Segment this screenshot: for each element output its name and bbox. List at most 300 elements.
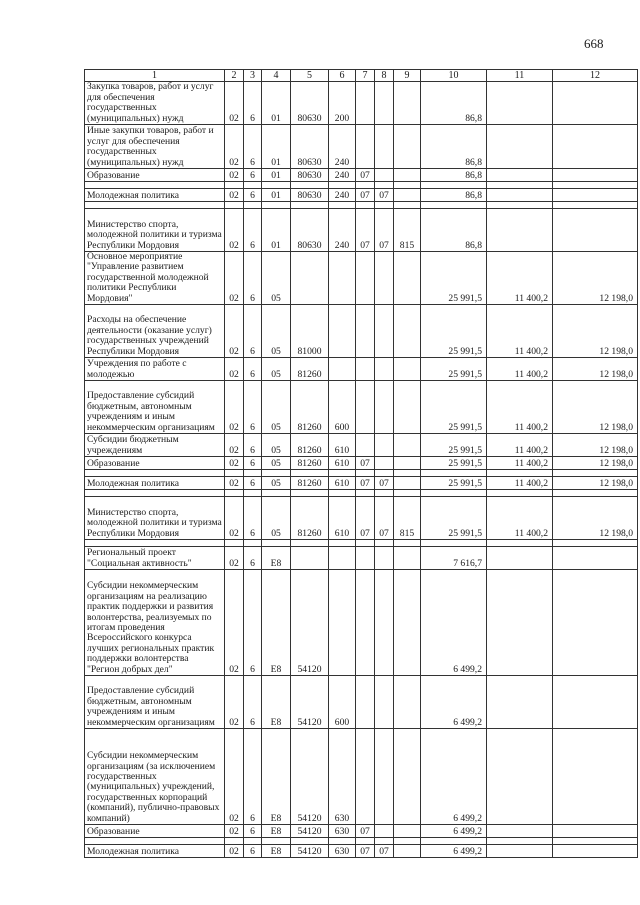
table-cell: 12 198,0: [553, 457, 638, 470]
table-cell: [553, 125, 638, 169]
table-cell: 02: [225, 457, 244, 470]
column-header: 6: [329, 70, 356, 82]
spacer-cell: [375, 470, 394, 477]
spacer-cell: [329, 540, 356, 547]
table-cell: 02: [225, 305, 244, 358]
table-cell: 25 991,5: [421, 457, 487, 470]
table-cell: 02: [225, 358, 244, 381]
table-cell: 6 499,2: [421, 676, 487, 729]
column-header: 5: [291, 70, 329, 82]
table-cell: 05: [262, 497, 291, 540]
table-cell: 80630: [291, 209, 329, 252]
table-cell: [394, 676, 421, 729]
table-cell: [553, 189, 638, 202]
table-row: [85, 82, 638, 125]
table-cell: 600: [329, 676, 356, 729]
row-label: Закупка товаров, работ и услуг для обеспечения государственных (муниципальных) нужд: [85, 82, 225, 125]
table-cell: 86,8: [421, 125, 487, 169]
table-cell: [394, 457, 421, 470]
table-cell: 11 400,2: [487, 252, 553, 305]
row-spacer: [85, 838, 638, 845]
table-cell: [487, 825, 553, 838]
table-row: [85, 570, 638, 676]
table-cell: E8: [262, 825, 291, 838]
column-header: 8: [375, 70, 394, 82]
spacer-cell: [262, 490, 291, 497]
table-row: [85, 434, 638, 457]
table-row: [85, 845, 638, 858]
spacer-cell: [553, 490, 638, 497]
spacer-cell: [421, 202, 487, 209]
table-cell: [394, 169, 421, 182]
spacer-cell: [553, 540, 638, 547]
table-cell: E8: [262, 676, 291, 729]
table-cell: [375, 729, 394, 825]
spacer-cell: [421, 182, 487, 189]
table-cell: 25 991,5: [421, 252, 487, 305]
table-cell: [394, 252, 421, 305]
table-cell: [329, 570, 356, 676]
table-row: [85, 825, 638, 838]
table-cell: 02: [225, 845, 244, 858]
table-cell: [356, 570, 375, 676]
table-cell: 7 616,7: [421, 547, 487, 570]
table-cell: 54120: [291, 676, 329, 729]
table-cell: 6: [244, 729, 262, 825]
table-cell: [356, 252, 375, 305]
column-header: 10: [421, 70, 487, 82]
table-cell: 86,8: [421, 209, 487, 252]
table-cell: 11 400,2: [487, 457, 553, 470]
table-cell: 12 198,0: [553, 381, 638, 434]
table-cell: [356, 82, 375, 125]
table-row: [85, 729, 638, 825]
table-cell: 07: [356, 457, 375, 470]
table-cell: [394, 477, 421, 490]
table-cell: 05: [262, 434, 291, 457]
table-cell: 815: [394, 209, 421, 252]
spacer-cell: [394, 838, 421, 845]
spacer-cell: [553, 202, 638, 209]
spacer-cell: [375, 838, 394, 845]
spacer-cell: [487, 540, 553, 547]
table-row: [85, 497, 638, 540]
table-cell: [487, 547, 553, 570]
table-cell: 6: [244, 434, 262, 457]
table-cell: 81260: [291, 497, 329, 540]
row-label: Основное мероприятие "Управление развитием государственной молодежной политики Республики Мордовия": [85, 252, 225, 305]
table-cell: 11 400,2: [487, 477, 553, 490]
table-cell: 05: [262, 477, 291, 490]
table-cell: 81000: [291, 305, 329, 358]
row-label: Предоставление субсидий бюджетным, автономным учреждениям и иным некоммерческим организациям: [85, 381, 225, 434]
table-cell: [329, 358, 356, 381]
table-cell: 240: [329, 125, 356, 169]
row-label: Образование: [85, 825, 225, 838]
table-cell: [394, 729, 421, 825]
table-cell: 25 991,5: [421, 305, 487, 358]
table-cell: [375, 547, 394, 570]
table-cell: 07: [356, 477, 375, 490]
table-body: [85, 82, 638, 858]
spacer-cell: [421, 490, 487, 497]
spacer-cell: [244, 540, 262, 547]
table-row: [85, 209, 638, 252]
table-row: [85, 252, 638, 305]
table-cell: 12 198,0: [553, 434, 638, 457]
table-cell: 02: [225, 676, 244, 729]
table-cell: 610: [329, 457, 356, 470]
table-cell: 25 991,5: [421, 497, 487, 540]
spacer-cell: [487, 470, 553, 477]
spacer-cell: [85, 540, 225, 547]
table-cell: [329, 547, 356, 570]
table-cell: [487, 169, 553, 182]
spacer-cell: [487, 202, 553, 209]
spacer-cell: [356, 202, 375, 209]
table-header-row: [85, 70, 638, 82]
spacer-cell: [291, 470, 329, 477]
spacer-cell: [356, 838, 375, 845]
table-cell: [375, 434, 394, 457]
table-cell: [329, 252, 356, 305]
table-cell: 6: [244, 209, 262, 252]
table-cell: [394, 82, 421, 125]
table-cell: [394, 381, 421, 434]
table-cell: [356, 125, 375, 169]
table-cell: [291, 252, 329, 305]
table-cell: [487, 729, 553, 825]
table-cell: 07: [356, 209, 375, 252]
spacer-cell: [225, 838, 244, 845]
table-cell: 11 400,2: [487, 358, 553, 381]
table-cell: 6: [244, 358, 262, 381]
table-cell: 6: [244, 457, 262, 470]
table-cell: [394, 189, 421, 202]
table-cell: [394, 845, 421, 858]
row-spacer: [85, 490, 638, 497]
table-cell: 6: [244, 570, 262, 676]
table-cell: 86,8: [421, 189, 487, 202]
column-header: 12: [553, 70, 638, 82]
table-cell: 07: [375, 209, 394, 252]
table-cell: 12 198,0: [553, 477, 638, 490]
table-cell: 07: [356, 497, 375, 540]
table-cell: [553, 209, 638, 252]
table-cell: 6: [244, 477, 262, 490]
spacer-cell: [262, 202, 291, 209]
table-cell: 25 991,5: [421, 477, 487, 490]
table-cell: 02: [225, 381, 244, 434]
table-cell: [356, 358, 375, 381]
table-cell: 02: [225, 169, 244, 182]
row-label: Министерство спорта, молодежной политики и туризма Республики Мордовия: [85, 497, 225, 540]
spacer-cell: [329, 470, 356, 477]
table-cell: [553, 547, 638, 570]
row-label: Иные закупки товаров, работ и услуг для обеспечения государственных (муниципальных) нужд: [85, 125, 225, 169]
column-header: 3: [244, 70, 262, 82]
table-row: [85, 457, 638, 470]
row-label: Расходы на обеспечение деятельности (оказание услуг) государственных учреждений Республики Мордовия: [85, 305, 225, 358]
table-cell: [553, 825, 638, 838]
table-cell: [394, 570, 421, 676]
table-cell: 02: [225, 189, 244, 202]
table-cell: 01: [262, 125, 291, 169]
table-cell: 02: [225, 209, 244, 252]
column-header: 4: [262, 70, 291, 82]
table-cell: [375, 252, 394, 305]
table-cell: 81260: [291, 457, 329, 470]
table-cell: [394, 434, 421, 457]
spacer-cell: [225, 490, 244, 497]
spacer-cell: [421, 838, 487, 845]
spacer-cell: [356, 470, 375, 477]
spacer-cell: [291, 540, 329, 547]
table-cell: 6: [244, 169, 262, 182]
page-number: 668: [584, 36, 604, 51]
table-cell: 6 499,2: [421, 729, 487, 825]
table-row: [85, 189, 638, 202]
table-cell: 6: [244, 381, 262, 434]
table-cell: 815: [394, 497, 421, 540]
table-row: [85, 169, 638, 182]
table-cell: 6: [244, 125, 262, 169]
spacer-cell: [356, 182, 375, 189]
spacer-cell: [262, 540, 291, 547]
table-cell: 54120: [291, 729, 329, 825]
table-cell: 25 991,5: [421, 434, 487, 457]
table-cell: 6: [244, 825, 262, 838]
row-label: Учреждения по работе с молодежью: [85, 358, 225, 381]
table-cell: [553, 845, 638, 858]
table-cell: [291, 547, 329, 570]
table-cell: 11 400,2: [487, 305, 553, 358]
table-row: [85, 547, 638, 570]
spacer-cell: [291, 182, 329, 189]
table-cell: 25 991,5: [421, 381, 487, 434]
table-cell: 80630: [291, 125, 329, 169]
table-cell: 81260: [291, 358, 329, 381]
row-label: Региональный проект "Социальная активность": [85, 547, 225, 570]
row-label: Субсидии некоммерческим организациям (за исключением государственных (муниципальных) учреждений, государственных корпораций (компаний), публично-правовых компаний): [85, 729, 225, 825]
table-cell: 02: [225, 82, 244, 125]
table-cell: 02: [225, 252, 244, 305]
table-cell: [553, 676, 638, 729]
table-cell: 81260: [291, 434, 329, 457]
spacer-cell: [291, 838, 329, 845]
table-cell: 6: [244, 845, 262, 858]
table-cell: 25 991,5: [421, 358, 487, 381]
table-cell: [553, 169, 638, 182]
table-cell: 610: [329, 497, 356, 540]
spacer-cell: [291, 490, 329, 497]
table-cell: [375, 305, 394, 358]
table-cell: 07: [375, 477, 394, 490]
row-label: Министерство спорта, молодежной политики и туризма Республики Мордовия: [85, 209, 225, 252]
spacer-cell: [262, 182, 291, 189]
table-cell: 630: [329, 845, 356, 858]
table-cell: 07: [375, 189, 394, 202]
spacer-cell: [244, 490, 262, 497]
table-cell: 6 499,2: [421, 570, 487, 676]
table-cell: 01: [262, 209, 291, 252]
row-label: Субсидии некоммерческим организациям на реализацию практик поддержки и развития волонтерства, реализуемых по итогам проведения Всероссийского конкурса лучших региональных практик поддержки волонтерства "Регион добрых дел": [85, 570, 225, 676]
spacer-cell: [553, 182, 638, 189]
table-cell: 6 499,2: [421, 845, 487, 858]
spacer-cell: [244, 202, 262, 209]
table-row: [85, 477, 638, 490]
table-cell: 02: [225, 825, 244, 838]
spacer-cell: [553, 470, 638, 477]
spacer-cell: [329, 838, 356, 845]
spacer-cell: [487, 182, 553, 189]
table-row: [85, 125, 638, 169]
budget-table: [84, 69, 638, 858]
table-cell: [356, 547, 375, 570]
table-cell: [375, 169, 394, 182]
spacer-cell: [375, 202, 394, 209]
table-cell: 05: [262, 358, 291, 381]
spacer-cell: [291, 202, 329, 209]
spacer-cell: [421, 470, 487, 477]
table-cell: 01: [262, 169, 291, 182]
spacer-cell: [262, 838, 291, 845]
spacer-cell: [375, 490, 394, 497]
table-cell: 07: [356, 169, 375, 182]
row-spacer: [85, 202, 638, 209]
table-cell: [356, 434, 375, 457]
table-cell: [487, 209, 553, 252]
table-cell: 11 400,2: [487, 497, 553, 540]
spacer-cell: [487, 490, 553, 497]
table-cell: [553, 729, 638, 825]
table-cell: 12 198,0: [553, 252, 638, 305]
table-cell: 6: [244, 252, 262, 305]
spacer-cell: [85, 490, 225, 497]
table-cell: 81260: [291, 381, 329, 434]
table-cell: 02: [225, 497, 244, 540]
table-cell: 11 400,2: [487, 381, 553, 434]
table-cell: [553, 82, 638, 125]
row-label: Молодежная политика: [85, 189, 225, 202]
row-spacer: [85, 540, 638, 547]
table-cell: 54120: [291, 845, 329, 858]
table-cell: 86,8: [421, 169, 487, 182]
table-cell: E8: [262, 547, 291, 570]
spacer-cell: [225, 202, 244, 209]
spacer-cell: [394, 202, 421, 209]
table-cell: [487, 570, 553, 676]
table-cell: 02: [225, 434, 244, 457]
table-cell: 6: [244, 497, 262, 540]
table-cell: [375, 457, 394, 470]
column-header: 9: [394, 70, 421, 82]
table-cell: 02: [225, 729, 244, 825]
table-row: [85, 381, 638, 434]
table-cell: [487, 125, 553, 169]
table-cell: 02: [225, 570, 244, 676]
table-cell: [356, 381, 375, 434]
table-cell: 01: [262, 189, 291, 202]
table-cell: 81260: [291, 477, 329, 490]
table-cell: E8: [262, 570, 291, 676]
table-cell: 02: [225, 477, 244, 490]
spacer-cell: [244, 470, 262, 477]
table-cell: [394, 547, 421, 570]
table-cell: [394, 825, 421, 838]
spacer-cell: [375, 540, 394, 547]
spacer-cell: [356, 490, 375, 497]
table-cell: 240: [329, 169, 356, 182]
table-cell: 6 499,2: [421, 825, 487, 838]
table-cell: [356, 305, 375, 358]
table-cell: [375, 676, 394, 729]
table-cell: 630: [329, 825, 356, 838]
table-cell: 610: [329, 434, 356, 457]
table-cell: 6: [244, 82, 262, 125]
table-cell: [487, 676, 553, 729]
row-label: Молодежная политика: [85, 477, 225, 490]
table-cell: E8: [262, 845, 291, 858]
spacer-cell: [244, 838, 262, 845]
table-cell: 80630: [291, 169, 329, 182]
table-cell: 05: [262, 457, 291, 470]
row-label: Предоставление субсидий бюджетным, автономным учреждениям и иным некоммерческим организациям: [85, 676, 225, 729]
spacer-cell: [225, 470, 244, 477]
table-cell: 11 400,2: [487, 434, 553, 457]
table-cell: 12 198,0: [553, 497, 638, 540]
table-cell: [375, 570, 394, 676]
table-cell: 200: [329, 82, 356, 125]
spacer-cell: [394, 540, 421, 547]
table-cell: 07: [356, 845, 375, 858]
table-cell: [356, 729, 375, 825]
spacer-cell: [394, 182, 421, 189]
table-cell: [375, 825, 394, 838]
row-label: Образование: [85, 169, 225, 182]
spacer-cell: [85, 470, 225, 477]
table-cell: [394, 305, 421, 358]
spacer-cell: [487, 838, 553, 845]
spacer-cell: [225, 182, 244, 189]
row-label: Молодежная политика: [85, 845, 225, 858]
table-cell: 600: [329, 381, 356, 434]
table-cell: 80630: [291, 189, 329, 202]
table-row: [85, 358, 638, 381]
table-cell: 86,8: [421, 82, 487, 125]
table-cell: 05: [262, 252, 291, 305]
column-header: 7: [356, 70, 375, 82]
table-cell: 02: [225, 547, 244, 570]
table-cell: [553, 570, 638, 676]
table-cell: [329, 305, 356, 358]
row-spacer: [85, 182, 638, 189]
table-cell: 240: [329, 189, 356, 202]
table-cell: 6: [244, 305, 262, 358]
table-cell: 630: [329, 729, 356, 825]
spacer-cell: [553, 838, 638, 845]
spacer-cell: [421, 540, 487, 547]
table-cell: [375, 358, 394, 381]
spacer-cell: [85, 202, 225, 209]
table-cell: 02: [225, 125, 244, 169]
table-cell: [487, 189, 553, 202]
spacer-cell: [394, 490, 421, 497]
table-cell: 54120: [291, 570, 329, 676]
table-cell: [394, 358, 421, 381]
table-cell: [375, 125, 394, 169]
table-cell: E8: [262, 729, 291, 825]
